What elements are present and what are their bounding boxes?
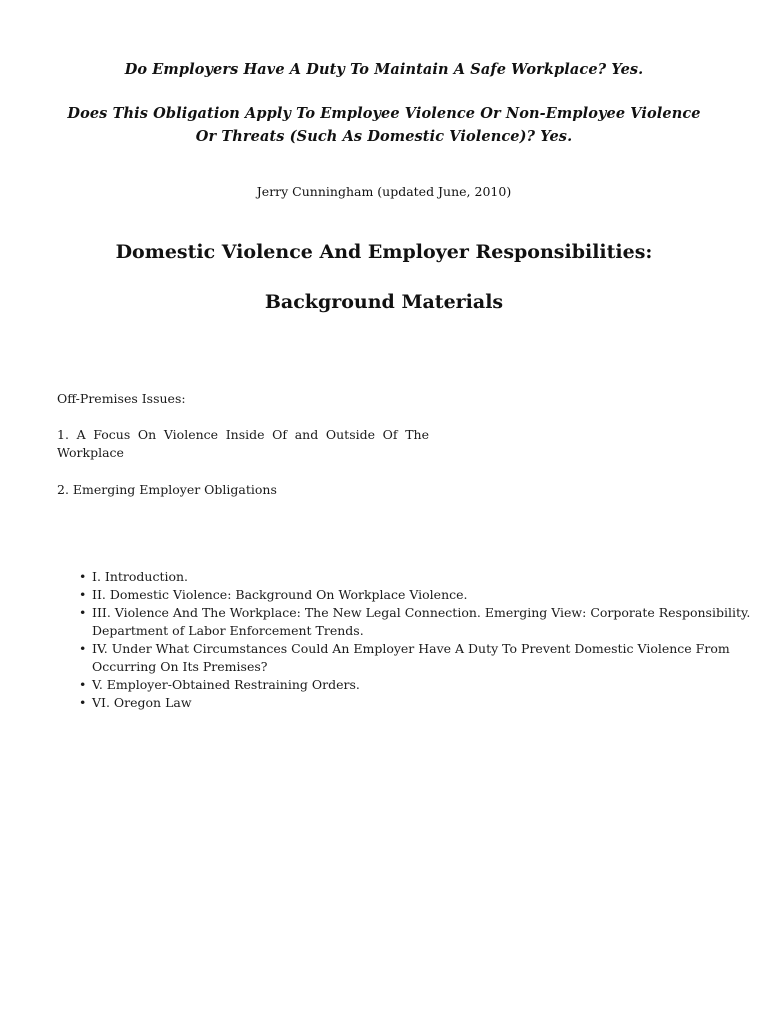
toc-item[interactable]	[77, 640, 761, 676]
bullet: •	[79, 641, 87, 656]
toc-item[interactable]	[77, 586, 761, 604]
bullet: •	[79, 587, 87, 602]
document-subtitle: Background Materials	[264, 291, 504, 313]
bullet: •	[79, 569, 87, 584]
bullet: •	[79, 605, 87, 620]
toc-item-label: IV. Under What Circumstances Could An Employer Have A Duty To Prevent Domestic Violence From Occurring On Its Premises?	[92, 641, 730, 674]
off-premises-item-1: 1. A Focus On Violence Inside Of and Outside Of The Workplace	[57, 427, 429, 460]
toc-item[interactable]	[77, 676, 761, 694]
table-of-contents	[77, 568, 761, 712]
question-violence-line-1: Does This Obligation Apply To Employee Violence Or Non-Employee Violence	[67, 105, 701, 122]
bullet: •	[79, 695, 87, 710]
toc-item-label: III. Violence And The Workplace: The New Legal Connection. Emerging View: Corporate Responsibility. Department of Labor Enforcement Trends.	[92, 605, 751, 638]
author-line: Jerry Cunningham (updated June, 2010)	[256, 184, 512, 199]
toc-item[interactable]	[77, 694, 761, 712]
toc-item[interactable]	[77, 568, 761, 586]
bullet: •	[79, 677, 87, 692]
off-premises-heading: Off-Premises Issues:	[57, 391, 186, 406]
toc-item[interactable]	[77, 604, 761, 640]
toc-item-label: V. Employer-Obtained Restraining Orders.	[92, 677, 360, 692]
document-title: Domestic Violence And Employer Responsibilities:	[115, 241, 653, 263]
off-premises-item-2: 2. Emerging Employer Obligations	[57, 482, 277, 497]
toc-item-label: II. Domestic Violence: Background On Workplace Violence.	[92, 587, 468, 602]
question-safe-workplace: Do Employers Have A Duty To Maintain A Safe Workplace? Yes.	[124, 61, 644, 78]
question-violence-line-2: Or Threats (Such As Domestic Violence)? Yes.	[195, 128, 573, 145]
toc-item-label: I. Introduction.	[92, 569, 189, 584]
toc-item-label: VI. Oregon Law	[92, 695, 192, 710]
